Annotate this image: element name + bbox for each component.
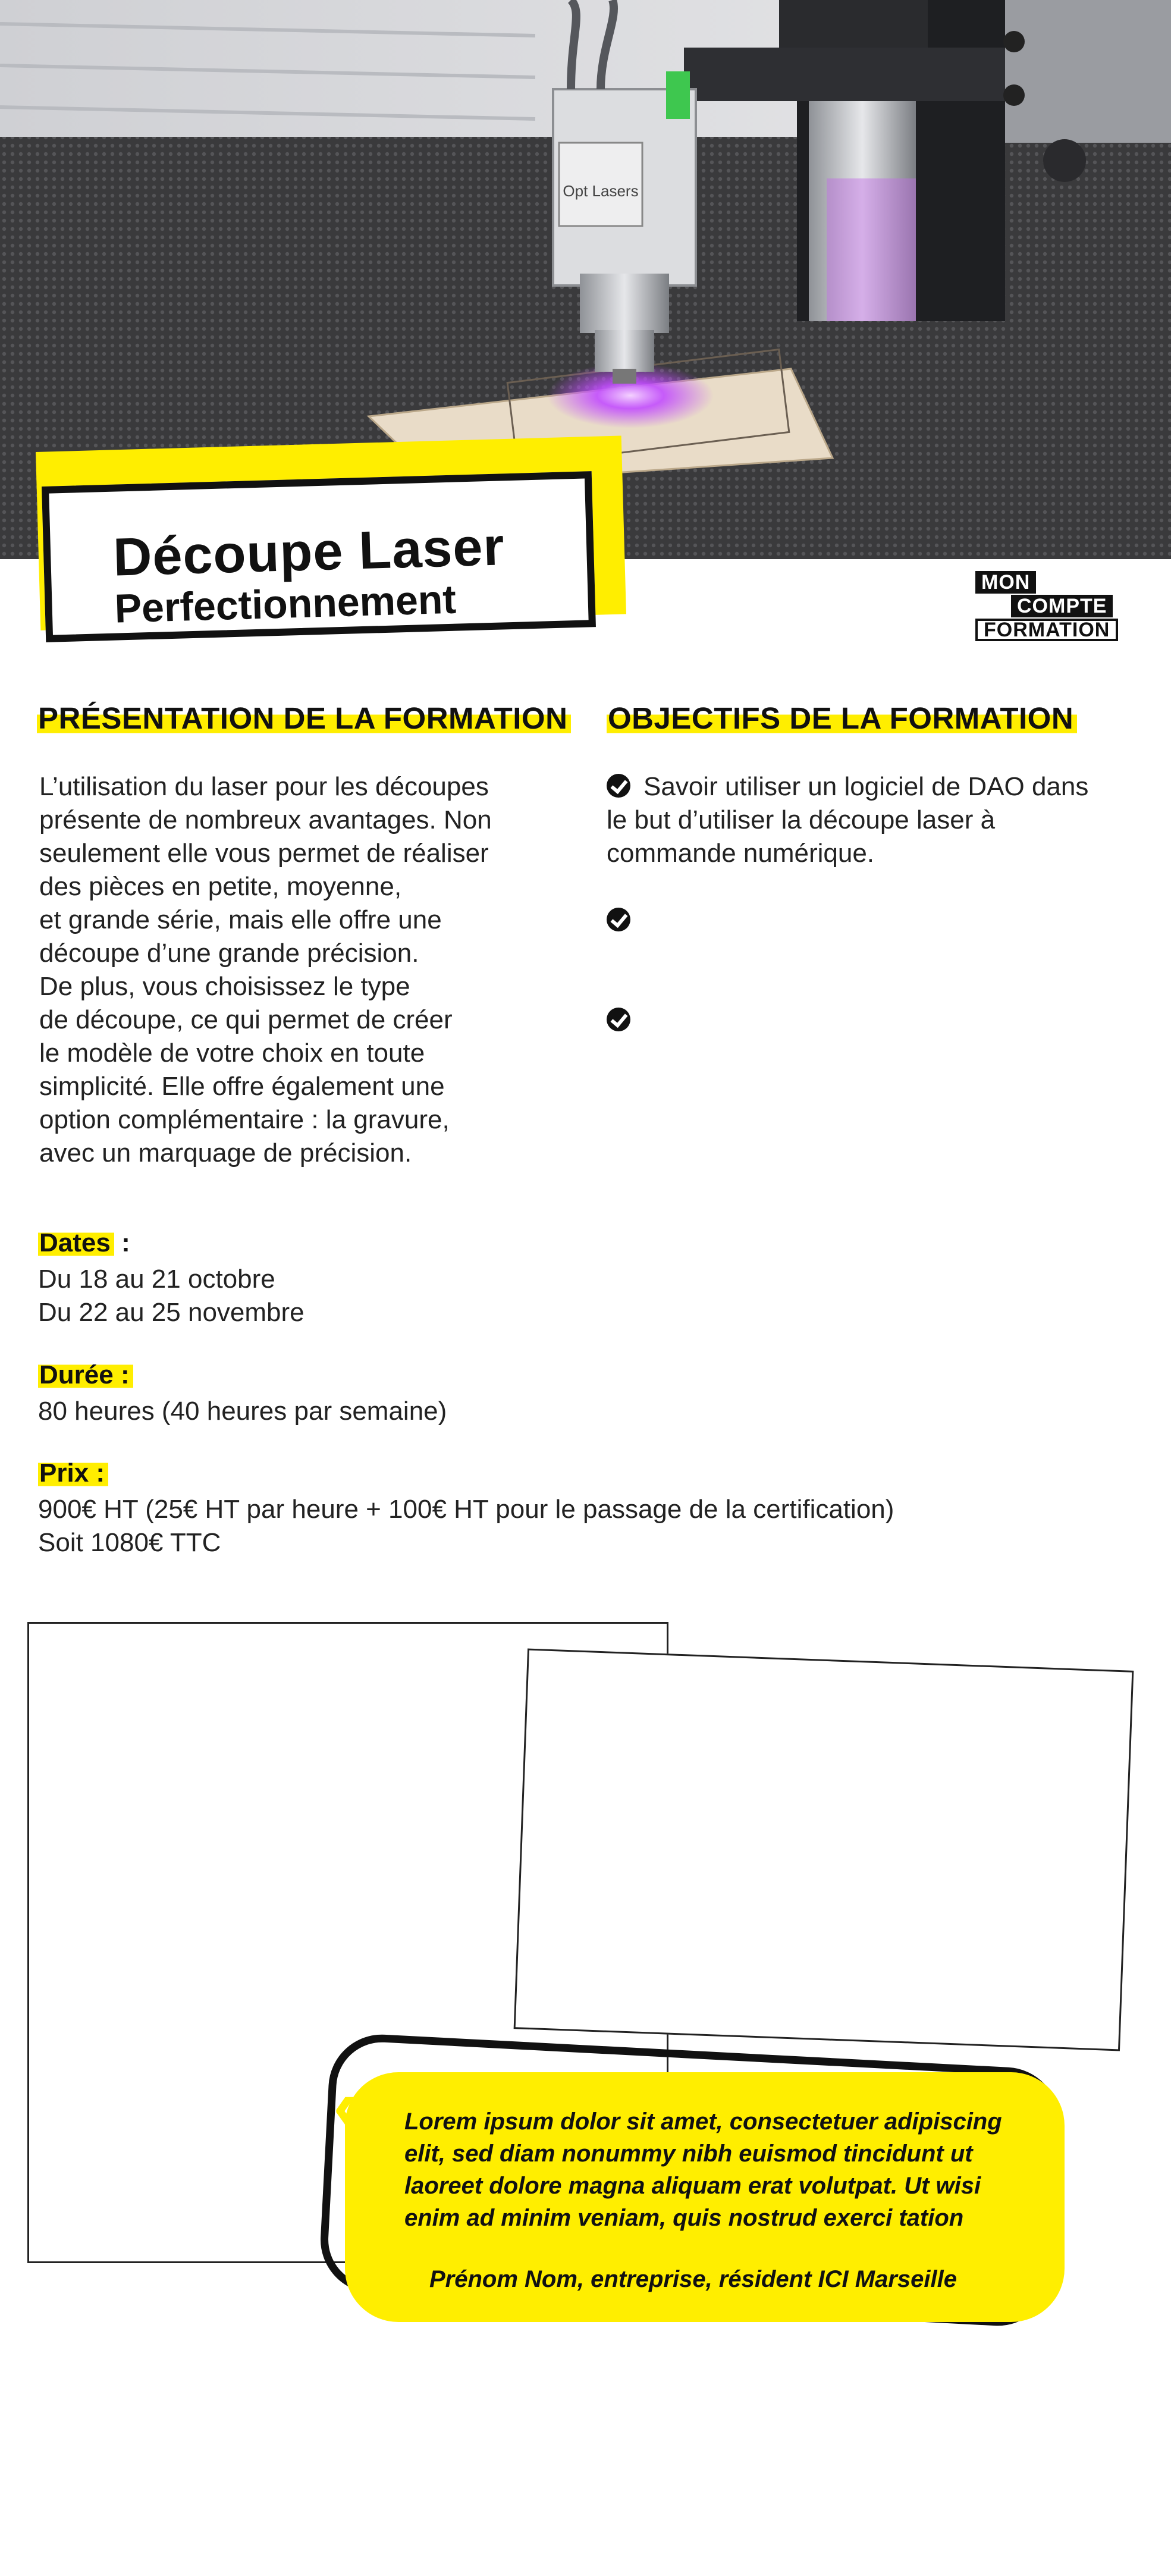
presentation-line: de découpe, ce qui permet de créer: [39, 1005, 453, 1034]
title-card: [42, 471, 596, 642]
duree-block: [38, 1360, 447, 1428]
logo-line-mon: MON: [975, 571, 1036, 594]
objective-item: [607, 904, 1142, 937]
page-title: Découpe Laser: [112, 517, 506, 588]
machine-brand-label: Opt Lasers: [563, 182, 639, 200]
objective-item: [607, 770, 1142, 870]
prix-block: [38, 1458, 894, 1560]
prix-line: Soit 1080€ TTC: [38, 1528, 221, 1557]
presentation-line: des pièces en petite, moyenne,: [39, 872, 402, 901]
testimonial-line: laoreet dolore magna aliquam erat volutpat. Ut wisi: [404, 2173, 981, 2199]
presentation-line: option complémentaire : la gravure,: [39, 1105, 450, 1134]
page-subtitle: Perfectionnement: [114, 576, 457, 632]
date-line: Du 22 au 25 novembre: [38, 1298, 304, 1327]
logo-line-formation: FORMATION: [975, 619, 1118, 641]
prix-label: Prix :: [38, 1458, 108, 1488]
objective-item: [607, 1004, 1142, 1037]
objective-line: commande numérique.: [607, 839, 875, 868]
duree-line: 80 heures (40 heures par semaine): [38, 1397, 447, 1426]
presentation-line: découpe d’une grande précision.: [39, 939, 419, 968]
testimonial-text: [404, 2106, 1059, 2234]
presentation-line: simplicité. Elle offre également une: [39, 1072, 445, 1101]
objective-line: Savoir utiliser un logiciel de DAO dans: [643, 772, 1089, 801]
duree-label: Durée :: [38, 1360, 133, 1389]
presentation-line: avec un marquage de précision.: [39, 1138, 412, 1168]
check-circle-icon: [607, 908, 630, 931]
prix-line: 900€ HT (25€ HT par heure + 100€ HT pour le passage de la certification): [38, 1495, 894, 1524]
mon-compte-formation-logo: [975, 571, 1118, 645]
presentation-line: seulement elle vous permet de réaliser: [39, 839, 489, 868]
objectifs-heading: OBJECTIFS DE LA FORMATION: [607, 701, 1077, 736]
logo-line-compte: COMPTE: [1011, 595, 1113, 617]
presentation-heading: PRÉSENTATION DE LA FORMATION: [37, 701, 571, 736]
presentation-line: présente de nombreux avantages. Non: [39, 805, 492, 834]
dates-block: [38, 1228, 304, 1329]
presentation-line: le modèle de votre choix en toute: [39, 1038, 425, 1068]
objective-line: le but d’utiliser la découpe laser à: [607, 805, 996, 834]
presentation-paragraph: [39, 770, 580, 1170]
presentation-line: De plus, vous choisissez le type: [39, 972, 410, 1001]
dates-label-colon: :: [114, 1228, 130, 1257]
testimonial-line: Lorem ipsum dolor sit amet, consectetuer adipiscing: [404, 2109, 1002, 2135]
presentation-line: L’utilisation du laser pour les découpes: [39, 772, 489, 801]
open-quote-icon: «: [333, 2066, 373, 2145]
check-circle-icon: [607, 1008, 630, 1031]
testimonial-line: elit, sed diam nonummy nibh euismod tincidunt ut: [404, 2141, 973, 2167]
dates-label: Dates: [38, 1228, 114, 1257]
testimonial-author: Prénom Nom, entreprise, résident ICI Marseille: [429, 2266, 957, 2292]
presentation-line: et grande série, mais elle offre une: [39, 905, 442, 934]
close-quote-icon: »: [1023, 2185, 1063, 2264]
check-circle-icon: [607, 774, 630, 798]
date-line: Du 18 au 21 octobre: [38, 1265, 275, 1294]
testimonial-line: enim ad minim veniam, quis nostrud exerci tation: [404, 2205, 964, 2231]
photo-placeholder-right: [514, 1649, 1134, 2051]
